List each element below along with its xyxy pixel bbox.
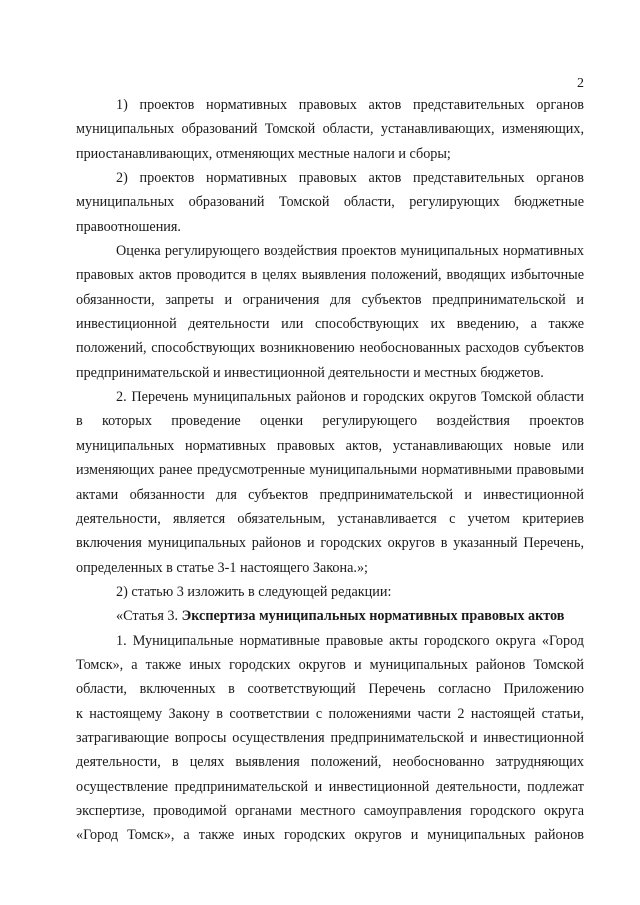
- text-line: положений, способствующих возникновению необоснованных расходов субъектов: [76, 340, 584, 357]
- text-line: инвестиционной деятельности или способствующих их введению, а также: [76, 316, 584, 333]
- text-line: обязанности, запреты и ограничения для субъектов предпринимательской и: [76, 291, 584, 308]
- article-heading: [76, 604, 584, 628]
- text-line: 2) статью 3 изложить в следующей редакции:: [116, 583, 392, 600]
- article-heading-prefix: «Статья 3.: [116, 608, 182, 625]
- text-line: муниципальных нормативных правовых актов, устанавливающих новые или: [76, 437, 584, 454]
- text-line: 2. Перечень муниципальных районов и городских округов Томской области: [116, 389, 584, 406]
- text-line: Оценка регулирующего воздействия проектов муниципальных нормативных: [116, 243, 584, 260]
- text-line: муниципальных образований Томской области, регулирующих бюджетные: [76, 194, 584, 211]
- text-line: 1. Муниципальные нормативные правовые акты городского округа «Город: [116, 632, 584, 649]
- text-line: актами обязанности для субъектов предпринимательской и инвестиционной: [76, 486, 584, 503]
- text-line: включения муниципальных районов и городских округов в указанный Перечень,: [76, 535, 584, 552]
- text-line: деятельности, в целях выявления положений, необоснованно затрудняющих: [76, 754, 584, 771]
- text-line: в которых проведение оценки регулирующего воздействия проектов: [76, 413, 584, 430]
- text-line: приостанавливающих, отменяющих местные налоги и сборы;: [76, 145, 451, 162]
- text-line: осуществление предпринимательской и инвестиционной деятельности, подлежат: [76, 778, 584, 795]
- text-line: муниципальных образований Томской области, устанавливающих, изменяющих,: [76, 121, 584, 138]
- text-line: Томск», а также иных городских округов и муниципальных районов Томской: [76, 656, 584, 673]
- text-line: правоотношения.: [76, 218, 181, 235]
- document-body: [76, 93, 584, 848]
- text-line: 2) проектов нормативных правовых актов представительных органов: [116, 170, 584, 187]
- text-line: затрагивающие вопросы осуществления предпринимательской и инвестиционной: [76, 729, 584, 746]
- text-line: 1) проектов нормативных правовых актов представительных органов: [116, 97, 584, 113]
- text-line: области, включенных в соответствующий Перечень согласно Приложению: [76, 681, 584, 698]
- text-line: правовых актов проводится в целях выявления положений, вводящих избыточные: [76, 267, 584, 284]
- article-heading-title: Экспертиза муниципальных нормативных правовых актов: [181, 608, 565, 625]
- text-line: предпринимательской и инвестиционной деятельности и местных бюджетов.: [76, 364, 544, 381]
- page-number: 2: [577, 76, 584, 91]
- text-line: изменяющих ранее предусмотренные муниципальными нормативными правовыми: [76, 462, 584, 479]
- text-line: определенных в статье 3-1 настоящего Закона.»;: [76, 559, 368, 576]
- text-line: экспертизе, проводимой органами местного самоуправления городского округа: [76, 802, 584, 819]
- text-line: к настоящему Закону в соответствии с положениями части 2 настоящей статьи,: [76, 705, 584, 722]
- text-line: деятельности, является обязательным, устанавливается с учетом критериев: [76, 510, 584, 527]
- text-line: «Город Томск», а также иных городских округов и муниципальных районов: [76, 827, 584, 844]
